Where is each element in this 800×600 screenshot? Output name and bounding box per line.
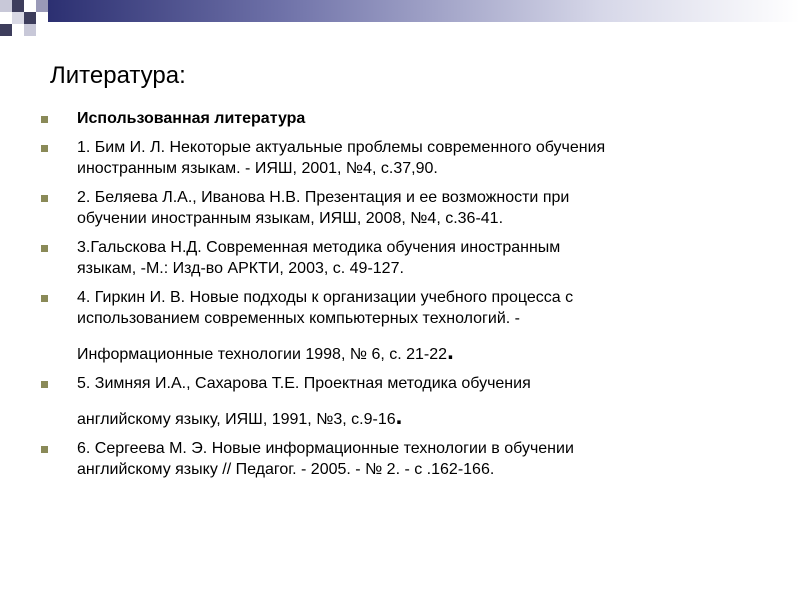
list-item bbox=[40, 287, 760, 365]
list-item-text: языкам, -М.: Изд-во АРКТИ, 2003, с. 49-127. bbox=[77, 260, 404, 277]
list-item bbox=[40, 137, 760, 179]
header-gradient-band bbox=[0, 0, 800, 40]
list-item-text: 6. Сергеева М. Э. Новые информационные технологии в обучении bbox=[77, 440, 574, 457]
list-item-text-line bbox=[77, 338, 760, 365]
square-bullet-icon bbox=[41, 446, 48, 453]
square-bullet-icon bbox=[41, 245, 48, 252]
list-item-period: . bbox=[447, 338, 454, 365]
list-item bbox=[40, 438, 760, 480]
list-item-period: . bbox=[395, 403, 403, 430]
list-item-text: иностранным языкам. - ИЯШ, 2001, №4, с.37,90. bbox=[77, 160, 438, 177]
bibliography-list bbox=[40, 108, 760, 488]
square-bullet-icon bbox=[41, 145, 48, 152]
square-bullet-icon bbox=[41, 381, 48, 388]
list-item-text: обучении иностранным языкам, ИЯШ, 2008, №4, с.36-41. bbox=[77, 210, 504, 227]
list-item-text: 1. Бим И. Л. Некоторые актуальные проблемы современного обучения bbox=[77, 139, 606, 156]
square-bullet-icon bbox=[41, 116, 48, 123]
list-item-text: английскому языку // Педагог. - 2005. - № 2. - с .162-166. bbox=[77, 461, 495, 478]
list-item bbox=[40, 187, 760, 229]
slide-title: Литература: bbox=[50, 62, 186, 89]
corner-squares-decoration bbox=[0, 0, 48, 36]
square-bullet-icon bbox=[41, 295, 48, 302]
header-bar bbox=[0, 0, 800, 22]
list-item-text: 4. Гиркин И. В. Новые подходы к организации учебного процесса с bbox=[77, 289, 574, 306]
list-item-text: Использованная литература bbox=[77, 110, 306, 127]
list-item-text: английскому языку, ИЯШ, 1991, №3, с.9-16 bbox=[77, 411, 396, 428]
list-item-text: 5. Зимняя И.А., Сахарова Т.Е. Проектная методика обучения bbox=[77, 375, 531, 392]
list-item-text: 3.Гальскова Н.Д. Современная методика обучения иностранным bbox=[77, 239, 561, 256]
list-item-text: Информационные технологии 1998, № 6, с. 21-22 bbox=[77, 346, 448, 363]
square-bullet-icon bbox=[41, 195, 48, 202]
list-item-text: использованием современных компьютерных технологий. - bbox=[77, 310, 520, 327]
list-item-text: 2. Беляева Л.А., Иванова Н.В. Презентация и ее возможности при bbox=[77, 189, 570, 206]
list-item bbox=[40, 373, 760, 430]
list-item-text-line bbox=[77, 403, 760, 430]
list-item bbox=[40, 237, 760, 279]
list-item bbox=[40, 108, 760, 129]
